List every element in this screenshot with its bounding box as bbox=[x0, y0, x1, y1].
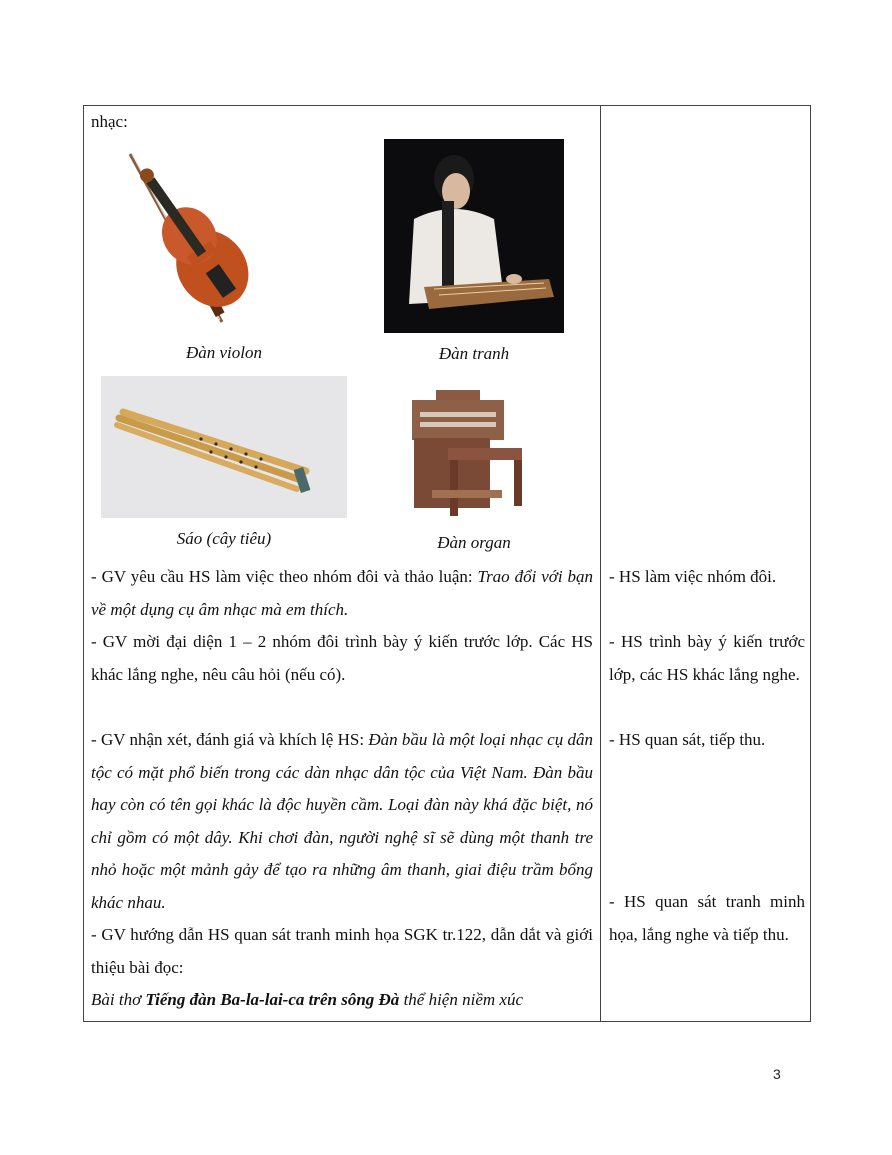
page-number: 3 bbox=[773, 1066, 781, 1082]
student-response-4: - HS quan sát tranh minh họa, lắng nghe và tiếp thu. bbox=[609, 892, 805, 944]
organ-image bbox=[392, 378, 532, 518]
student-response-1: - HS làm việc nhóm đôi. bbox=[609, 567, 777, 586]
intro-fragment: nhạc: bbox=[91, 112, 128, 131]
paragraph-group-work: - GV yêu cầu HS làm việc theo nhóm đôi và thảo luận: Trao đổi với bạn về một dụng cụ âm nhạc mà em thích. bbox=[91, 567, 593, 619]
paragraph-poem-intro: Bài thơ Tiếng đàn Ba-la-lai-ca trên sông Đà thể hiện niềm xúc bbox=[91, 990, 523, 1009]
student-activities-column bbox=[602, 106, 812, 1021]
caption-violin: Đàn violon bbox=[185, 343, 263, 362]
dan-tranh-image bbox=[384, 139, 564, 333]
caption-dan-tranh: Đàn tranh bbox=[438, 344, 510, 363]
teacher-activities-column bbox=[84, 106, 600, 1021]
student-response-3: - HS quan sát, tiếp thu. bbox=[609, 730, 766, 749]
paragraph-feedback: - GV nhận xét, đánh giá và khích lệ HS: Đàn bầu là một loại nhạc cụ dân tộc có mặt phổ biến trong các dàn nhạc dân tộc của Việt Nam. Đàn bầu hay còn có tên gọi khác là độc huyền cầm. Loại đàn này khá đặc biệt, nó chỉ gồm có một dây. Khi chơi đàn, người nghệ sĩ sẽ dùng một thanh tre nhỏ hoặc một mảnh gảy để tạo ra những âm thanh, giai điệu trầm bổng khác nhau. bbox=[91, 730, 593, 912]
caption-organ: Đàn organ bbox=[437, 533, 511, 552]
paragraph-guide: - GV hướng dẫn HS quan sát tranh minh họa SGK tr.122, dẫn dắt và giới thiệu bài đọc: bbox=[91, 925, 593, 977]
lesson-table bbox=[83, 105, 811, 1022]
violin-image bbox=[122, 144, 262, 326]
sao-flute-image bbox=[101, 376, 347, 518]
paragraph-present: - GV mời đại diện 1 – 2 nhóm đôi trình bày ý kiến trước lớp. Các HS khác lắng nghe, nêu câu hỏi (nếu có). bbox=[91, 632, 593, 684]
student-response-2: - HS trình bày ý kiến trước lớp, các HS khác lắng nghe. bbox=[609, 632, 805, 684]
caption-sao: Sáo (cây tiêu) bbox=[176, 529, 272, 548]
